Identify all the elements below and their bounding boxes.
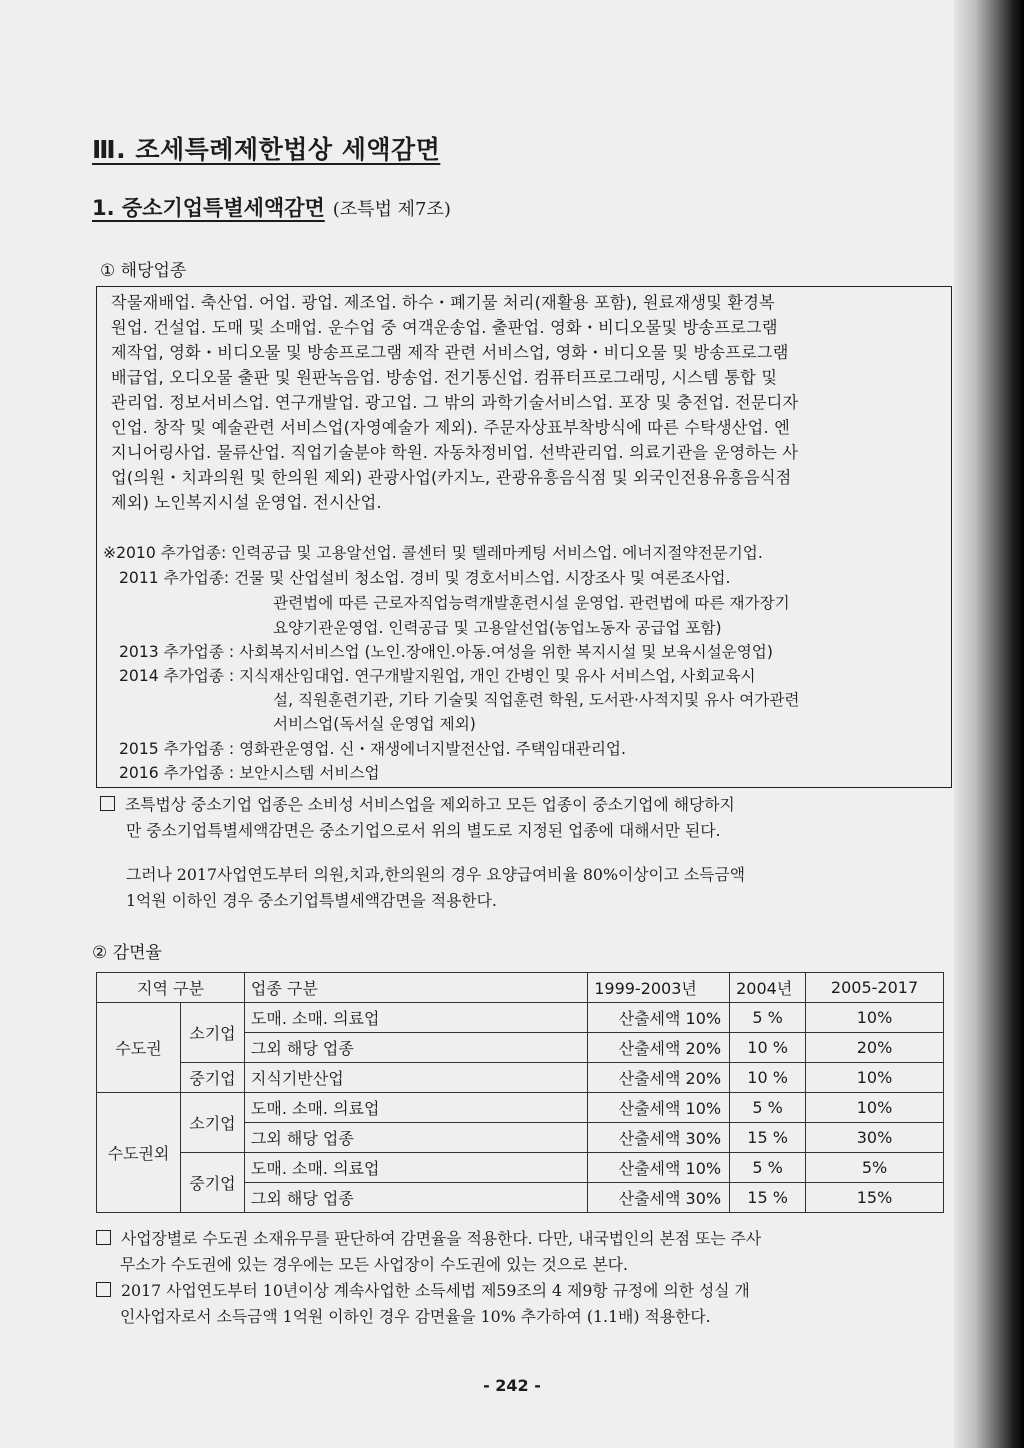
rate-2005-2017: 10% xyxy=(806,1093,944,1123)
industry-line: 배급업, 오디오물 출판 및 원판녹음업. 방송업. 전기통신업. 컴퓨터프로그래밍, 시스템 통합 및 xyxy=(111,368,778,387)
industry-cell: 지식기반산업 xyxy=(244,1063,587,1093)
rate-1999-2003: 산출세액 10% xyxy=(588,1153,730,1183)
header-2004: 2004년 xyxy=(730,973,806,1003)
note-line: 2017 사업연도부터 10년이상 계속사업한 소득세법 제59조의 4 제9항 규정에 의한 성실 개 xyxy=(96,1278,750,1301)
rate-2004: 10 % xyxy=(730,1033,806,1063)
page-number: - 242 - xyxy=(483,1376,541,1395)
addition-2011-cont: 관련법에 따른 근로자직업능력개발훈련시설 운영업. 관련법에 따른 재가장기 xyxy=(273,594,790,612)
table-row xyxy=(97,1063,944,1093)
addition-2011-cont: 요양기관운영업. 인력공급 및 고용알선업(농업노동자 공급업 포함) xyxy=(273,619,722,637)
note-line: 그러나 2017사업연도부터 의원,치과,한의원의 경우 요양급여비율 80%이상이고 소득금액 xyxy=(126,865,746,884)
size-small: 소기업 xyxy=(180,1093,244,1153)
page-title: Ⅲ. 조세특례제한법상 세액감면 xyxy=(92,135,441,164)
industry-line: 인업. 창작 및 예술관련 서비스업(자영예술가 제외). 주문자상표부착방식에 따른 수탁생산업. 엔 xyxy=(111,418,790,437)
rate-1999-2003: 산출세액 20% xyxy=(588,1033,730,1063)
rate-2005-2017: 10% xyxy=(806,1063,944,1093)
header-1999-2003: 1999-2003년 xyxy=(588,973,730,1003)
rate-2004: 5 % xyxy=(730,1153,806,1183)
addition-2013: 2013 추가업종 : 사회복지서비스업 (노인.장애인.아동.여성을 위한 복지시설 및 보육시설운영업) xyxy=(119,643,773,661)
addition-2014-cont: 설, 직원훈련기관, 기타 기술및 직업훈련 학원, 도서관·사적지및 유사 여가관련 xyxy=(273,691,800,709)
addition-2015: 2015 추가업종 : 영화관운영업. 신・재생에너지발전산업. 주택임대관리업. xyxy=(119,740,626,758)
industries-heading: ① 해당업종 xyxy=(100,261,187,281)
industry-line: 작물재배업. 축산업. 어업. 광업. 제조업. 하수・폐기물 처리(재활용 포함), 원료재생및 환경복 xyxy=(111,293,775,312)
section-reference: (조특법 제7조) xyxy=(332,199,451,220)
note-line: 1억원 이하인 경우 중소기업특별세액감면을 적용한다. xyxy=(126,891,497,910)
industry-cell: 그외 해당 업종 xyxy=(244,1123,587,1153)
addition-2014: 2014 추가업종 : 지식재산임대업. 연구개발지원업, 개인 간병인 및 유사 서비스업, 사회교육시 xyxy=(119,667,756,685)
industry-line: 제작업, 영화・비디오물 및 방송프로그램 제작 관련 서비스업, 영화・비디오물 및 방송프로그램 xyxy=(111,343,789,362)
rate-1999-2003: 산출세액 20% xyxy=(588,1063,730,1093)
industry-cell: 도매. 소매. 의료업 xyxy=(244,1003,587,1033)
industry-cell: 도매. 소매. 의료업 xyxy=(244,1153,587,1183)
addition-2011: 2011 추가업종: 건물 및 산업설비 청소업. 경비 및 경호서비스업. 시장조사 및 여론조사업. xyxy=(119,569,731,587)
rate-2004: 5 % xyxy=(730,1003,806,1033)
rate-1999-2003: 산출세액 10% xyxy=(588,1003,730,1033)
industry-line: 지니어링사업. 물류산업. 직업기술분야 학원. 자동차정비업. 선박관리업. 의료기관을 운영하는 사 xyxy=(111,443,799,462)
note-line: 만 중소기업특별세액감면은 중소기업으로서 위의 별도로 지정된 업종에 대해서만 된다. xyxy=(126,821,721,840)
note-line: 조특법상 중소기업 업종은 소비성 서비스업을 제외하고 모든 업종이 중소기업에 해당하지 xyxy=(100,792,735,815)
note-line: 무소가 수도권에 있는 경우에는 모든 사업장이 수도권에 있는 것으로 본다. xyxy=(120,1255,629,1274)
rate-2004: 15 % xyxy=(730,1183,806,1213)
size-medium: 중기업 xyxy=(180,1153,244,1213)
industry-line: 관리업. 정보서비스업. 연구개발업. 광고업. 그 밖의 과학기술서비스업. 포장 및 충전업. 전문디자 xyxy=(111,393,799,412)
region-capital: 수도권 xyxy=(97,1003,181,1093)
addition-2010: ※2010 추가업종: 인력공급 및 고용알선업. 콜센터 및 텔레마케팅 서비스업. 에너지절약전문기업. xyxy=(103,544,763,562)
rate-2005-2017: 20% xyxy=(806,1033,944,1063)
book-binding-shadow xyxy=(954,0,1024,1448)
region-non-capital: 수도권외 xyxy=(97,1093,181,1213)
checkbox-bullet-icon xyxy=(100,796,115,811)
rates-heading: ② 감면율 xyxy=(92,943,162,963)
rate-2004: 5 % xyxy=(730,1093,806,1123)
industry-line: 제외) 노인복지시설 운영업. 전시산업. xyxy=(111,493,382,512)
industry-cell: 그외 해당 업종 xyxy=(244,1033,587,1063)
rate-2005-2017: 5% xyxy=(806,1153,944,1183)
rate-2005-2017: 30% xyxy=(806,1123,944,1153)
size-medium: 중기업 xyxy=(180,1063,244,1093)
checkbox-bullet-icon xyxy=(96,1230,111,1245)
addition-2014-cont: 서비스업(독서실 운영업 제외) xyxy=(273,715,476,733)
industry-cell: 그외 해당 업종 xyxy=(244,1183,587,1213)
table-row xyxy=(97,1153,944,1183)
rate-1999-2003: 산출세액 30% xyxy=(588,1183,730,1213)
rate-1999-2003: 산출세액 10% xyxy=(588,1093,730,1123)
reduction-rate-table xyxy=(96,972,944,1213)
industry-line: 업(의원・치과의원 및 한의원 제외) 관광사업(카지노, 관광유흥음식점 및 외국인전용유흥음식점 xyxy=(111,468,792,487)
note-line: 사업장별로 수도권 소재유무를 판단하여 감면율을 적용한다. 다만, 내국법인의 본점 또는 주사 xyxy=(96,1226,761,1249)
checkbox-bullet-icon xyxy=(96,1282,111,1297)
section-title: 1. 중소기업특별세액감면 xyxy=(92,196,325,220)
table-header-row xyxy=(97,973,944,1003)
rate-2005-2017: 10% xyxy=(806,1003,944,1033)
addition-2016: 2016 추가업종 : 보안시스템 서비스업 xyxy=(119,764,380,782)
rate-2004: 15 % xyxy=(730,1123,806,1153)
table-row xyxy=(97,1003,944,1033)
industry-line: 원업. 건설업. 도매 및 소매업. 운수업 중 여객운송업. 출판업. 영화・비디오물및 방송프로그램 xyxy=(111,318,778,337)
rate-1999-2003: 산출세액 30% xyxy=(588,1123,730,1153)
header-2005-2017: 2005-2017 xyxy=(806,973,944,1003)
header-industry: 업종 구분 xyxy=(244,973,587,1003)
table-row xyxy=(97,1093,944,1123)
industry-cell: 도매. 소매. 의료업 xyxy=(244,1093,587,1123)
size-small: 소기업 xyxy=(180,1003,244,1063)
section-heading xyxy=(92,192,451,222)
header-region: 지역 구분 xyxy=(97,973,245,1003)
industries-box xyxy=(96,286,952,788)
note-line: 인사업자로서 소득금액 1억원 이하인 경우 감면율을 10% 추가하여 (1.1배) 적용한다. xyxy=(120,1307,711,1326)
rate-2005-2017: 15% xyxy=(806,1183,944,1213)
rate-2004: 10 % xyxy=(730,1063,806,1093)
